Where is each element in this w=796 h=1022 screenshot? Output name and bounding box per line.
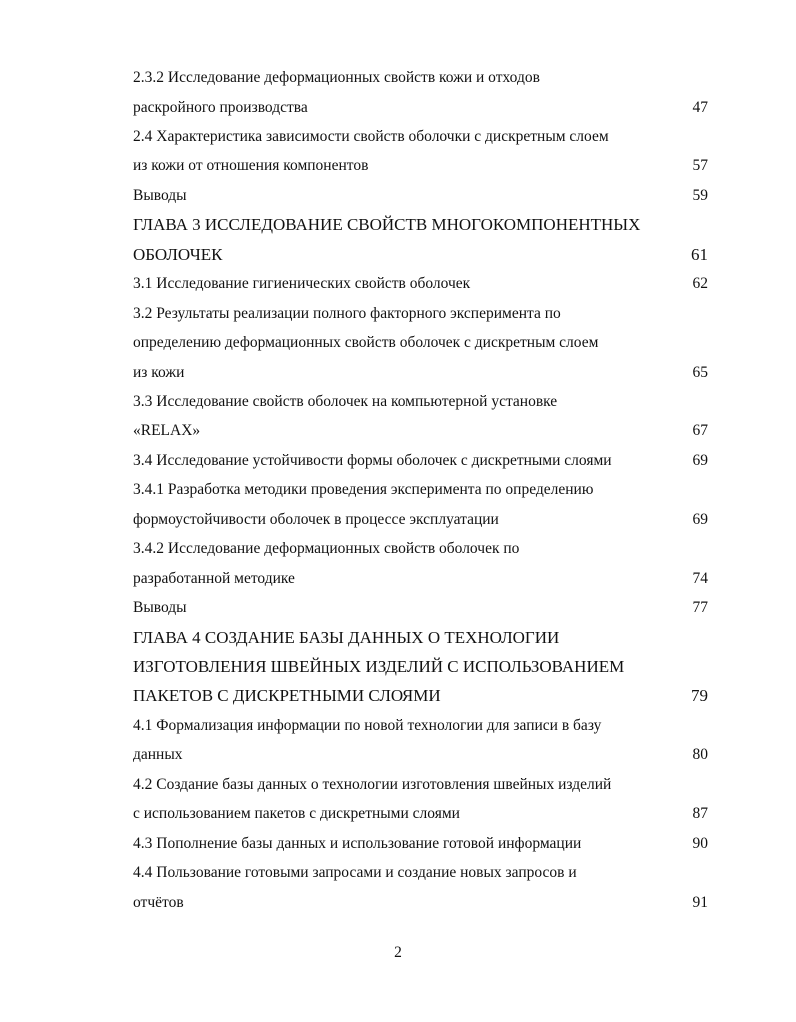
toc-entry-text: раскройного производства xyxy=(133,98,308,116)
toc-entry-text: определению деформационных свойств оболочек с дискретным слоем xyxy=(133,334,599,352)
toc-entry-text: 4.2 Создание базы данных о технологии изготовления швейных изделий xyxy=(133,775,612,793)
toc-entry-page: 80 xyxy=(692,746,708,764)
toc-entry-text: данных xyxy=(133,746,183,764)
toc-entry-page: 90 xyxy=(692,834,708,852)
toc-entry-page: 91 xyxy=(692,893,708,911)
toc-entry-text: отчётов xyxy=(133,893,184,911)
toc-line xyxy=(0,416,796,445)
toc-line xyxy=(0,593,796,622)
toc-entry-text: ПАКЕТОВ С ДИСКРЕТНЫМИ СЛОЯМИ xyxy=(133,686,441,706)
toc-line xyxy=(0,210,796,239)
toc-entry-text: 3.4.1 Разработка методики проведения эксперимента по определению xyxy=(133,481,594,499)
toc-line xyxy=(0,652,796,681)
toc-entry-text: из кожи от отношения компонентов xyxy=(133,157,369,175)
toc-line xyxy=(0,505,796,534)
toc-line xyxy=(0,858,796,887)
toc-line xyxy=(0,63,796,92)
toc-line xyxy=(0,181,796,210)
toc-entry-text: ИЗГОТОВЛЕНИЯ ШВЕЙНЫХ ИЗДЕЛИЙ С ИСПОЛЬЗОВАНИЕМ xyxy=(133,657,625,676)
toc-entry-page: 74 xyxy=(692,569,708,587)
toc-entry-page: 69 xyxy=(692,451,708,469)
toc-line xyxy=(0,122,796,151)
toc-entry-text: из кожи xyxy=(133,363,185,381)
toc-line xyxy=(0,888,796,917)
toc-entry-text: 4.4 Пользование готовыми запросами и создание новых запросов и xyxy=(133,864,577,882)
toc-entry-text: 4.3 Пополнение базы данных и использование готовой информации xyxy=(133,834,582,852)
toc-entry-text: 3.2 Результаты реализации полного факторного эксперимента по xyxy=(133,304,561,322)
toc-line xyxy=(0,770,796,799)
toc-entry-text: 2.3.2 Исследование деформационных свойств кожи и отходов xyxy=(133,69,540,86)
toc-entry-text: ОБОЛОЧЕК xyxy=(133,244,223,264)
toc-entry-page: 79 xyxy=(691,686,708,706)
toc-line xyxy=(0,387,796,416)
toc-entry-text: 3.4.2 Исследование деформационных свойств оболочек по xyxy=(133,540,520,558)
toc-line xyxy=(0,740,796,769)
toc-line xyxy=(0,328,796,357)
toc-entry-page: 57 xyxy=(692,157,708,175)
toc-entry-page: 59 xyxy=(692,186,708,204)
toc-entry-page: 67 xyxy=(692,422,708,440)
toc-entry-text: ГЛАВА 3 ИССЛЕДОВАНИЕ СВОЙСТВ МНОГОКОМПОНЕНТНЫХ xyxy=(133,215,641,235)
toc-line xyxy=(0,358,796,387)
toc-entry-text: формоустойчивости оболочек в процессе эксплуатации xyxy=(133,510,499,528)
toc-entry-text: «RELAX» xyxy=(133,422,201,440)
toc-line xyxy=(0,829,796,858)
toc-line xyxy=(0,623,796,652)
toc-line xyxy=(0,151,796,180)
toc-entry-text: 4.1 Формализация информации по новой технологии для записи в базу xyxy=(133,716,602,734)
toc-line xyxy=(0,681,796,710)
toc-entry-text: 2.4 Характеристика зависимости свойств оболочки с дискретным слоем xyxy=(133,127,609,145)
toc-entry-text: разработанной методике xyxy=(133,569,295,587)
toc-line xyxy=(0,475,796,504)
toc-line xyxy=(0,269,796,298)
toc-line xyxy=(0,93,796,122)
toc-entry-page: 69 xyxy=(692,510,708,528)
toc-entry-page: 62 xyxy=(692,275,708,293)
toc-entry-text: 3.3 Исследование свойств оболочек на компьютерной установке xyxy=(133,392,558,410)
toc-line xyxy=(0,534,796,563)
toc-entry-page: 65 xyxy=(692,363,708,381)
toc-entry-text: 3.1 Исследование гигиенических свойств оболочек xyxy=(133,275,471,293)
toc-entry-page: 47 xyxy=(692,98,708,116)
page-number: 2 xyxy=(394,944,402,961)
toc-line xyxy=(0,711,796,740)
toc-entry-text: 3.4 Исследование устойчивости формы оболочек с дискретными слоями xyxy=(133,451,612,469)
toc-entry-text: Выводы xyxy=(133,599,187,617)
toc-entry-page: 77 xyxy=(692,599,708,617)
toc-line xyxy=(0,799,796,828)
toc-line xyxy=(0,564,796,593)
toc-entry-text: с использованием пакетов с дискретными слоями xyxy=(133,805,460,823)
toc-line xyxy=(0,299,796,328)
toc-entry-page: 61 xyxy=(691,244,708,264)
toc-entry-page: 87 xyxy=(692,805,708,823)
toc-line xyxy=(0,240,796,269)
toc-entry-text: Выводы xyxy=(133,186,187,204)
toc-entry-text: ГЛАВА 4 СОЗДАНИЕ БАЗЫ ДАННЫХ О ТЕХНОЛОГИИ xyxy=(133,627,560,647)
toc-line xyxy=(0,446,796,475)
